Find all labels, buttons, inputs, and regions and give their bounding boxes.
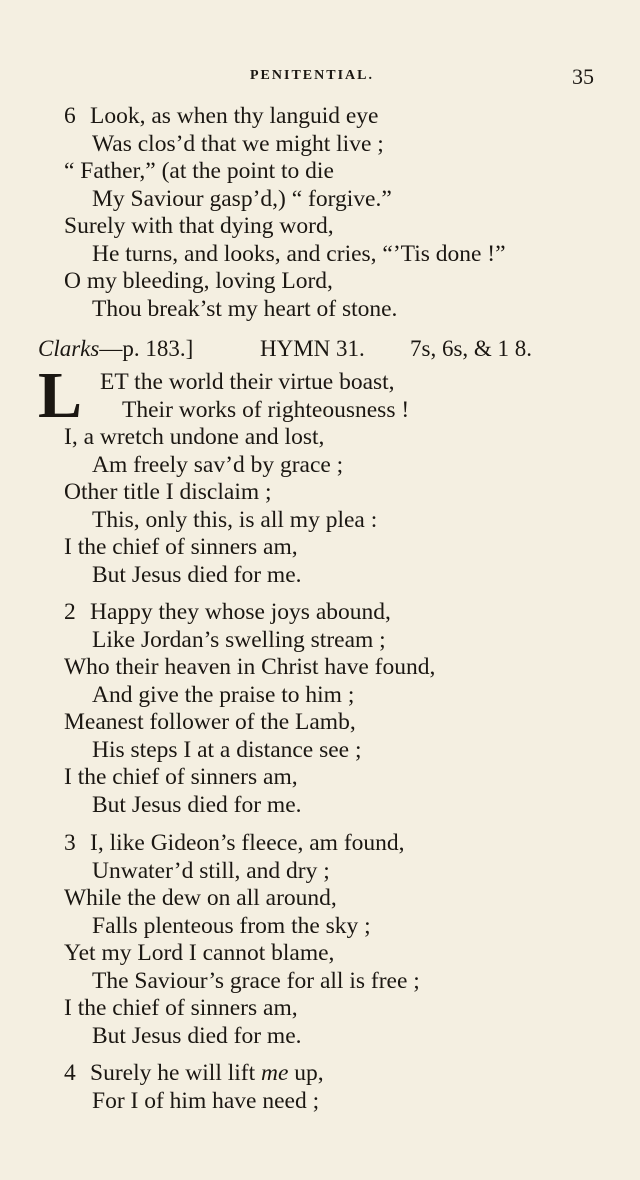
verse-line: Yet my Lord I cannot blame, bbox=[64, 940, 335, 966]
verse-line: O my bleeding, loving Lord, bbox=[64, 268, 333, 294]
verse-line: Thou break’st my heart of stone. bbox=[92, 296, 398, 322]
verse-line: His steps I at a distance see ; bbox=[92, 737, 362, 763]
verse-line: I the chief of sinners am, bbox=[64, 534, 298, 560]
verse-line: And give the praise to him ; bbox=[92, 682, 355, 708]
verse-line: This, only this, is all my plea : bbox=[92, 507, 378, 533]
verse-line: “ Father,” (at the point to die bbox=[64, 158, 334, 184]
verse-line: I the chief of sinners am, bbox=[64, 764, 298, 790]
stanza-number: 4 bbox=[64, 1060, 76, 1086]
verse-line: I the chief of sinners am, bbox=[64, 995, 298, 1021]
verse-line: But Jesus died for me. bbox=[92, 792, 302, 818]
verse-line: Meanest follower of the Lamb, bbox=[64, 709, 356, 735]
tune-reference: Clarks bbox=[38, 336, 100, 361]
verse-line: Their works of righteousness ! bbox=[122, 397, 410, 423]
verse-line bbox=[64, 102, 378, 130]
verse-line: My Saviour gasp’d,) “ forgive.” bbox=[92, 186, 392, 212]
verse-line: Was clos’d that we might live ; bbox=[92, 131, 384, 157]
verse-line: I, a wretch undone and lost, bbox=[64, 424, 325, 450]
running-head: PENITENTIAL. bbox=[250, 68, 374, 83]
verse-line: But Jesus died for me. bbox=[92, 562, 302, 588]
verse-text: up, bbox=[288, 1060, 324, 1086]
verse-line: Unwater’d still, and dry ; bbox=[92, 858, 330, 884]
emphasized-word: me bbox=[261, 1060, 289, 1086]
verse-text: I, like Gideon’s fleece, am found, bbox=[90, 830, 405, 856]
stanza-number: 6 bbox=[64, 103, 76, 129]
verse-line: But Jesus died for me. bbox=[92, 1023, 302, 1049]
verse-line: He turns, and looks, and cries, “’Tis done !” bbox=[92, 241, 506, 267]
stanza-number: 2 bbox=[64, 599, 76, 625]
verse-line: Like Jordan’s swelling stream ; bbox=[92, 627, 386, 653]
verse-line: Surely with that dying word, bbox=[64, 213, 334, 239]
verse-line: ET the world their virtue boast, bbox=[100, 369, 395, 395]
verse-line: For I of him have need ; bbox=[92, 1088, 320, 1114]
verse-line: Am freely sav’d by grace ; bbox=[92, 452, 344, 478]
drop-cap: L bbox=[38, 359, 83, 432]
verse-text: Look, as when thy languid eye bbox=[90, 103, 379, 129]
hymn-heading bbox=[38, 336, 618, 366]
verse-text: Surely he will lift bbox=[90, 1060, 262, 1086]
verse-line: While the dew on all around, bbox=[64, 885, 337, 911]
page-number: 35 bbox=[572, 64, 594, 89]
verse-line: Who their heaven in Christ have found, bbox=[64, 654, 436, 680]
verse-line bbox=[64, 829, 405, 857]
verse-line: The Saviour’s grace for all is free ; bbox=[92, 968, 420, 994]
verse-line: Other title I disclaim ; bbox=[64, 479, 272, 505]
stanza-number: 3 bbox=[64, 830, 76, 856]
page-reference: —p. 183.] bbox=[99, 336, 194, 361]
hymn-meter: 7s, 6s, & 1 8. bbox=[410, 336, 533, 361]
page-header bbox=[0, 66, 640, 88]
verse-line bbox=[64, 598, 391, 626]
verse-line: Falls plenteous from the sky ; bbox=[92, 913, 371, 939]
verse-text: Happy they whose joys abound, bbox=[90, 599, 391, 625]
verse-line bbox=[64, 1059, 324, 1087]
hymn-title: HYMN 31. bbox=[260, 336, 365, 361]
